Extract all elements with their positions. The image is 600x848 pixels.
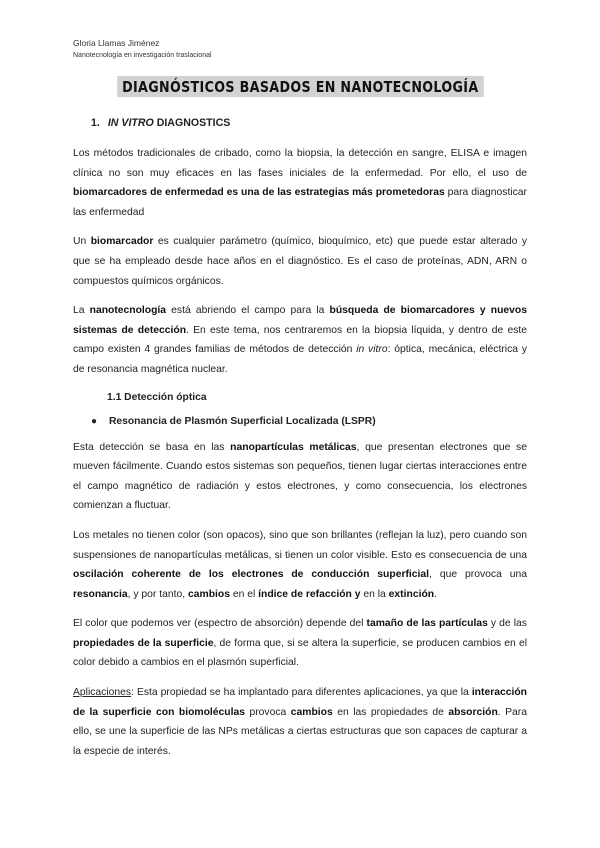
bullet-dot-icon: ● <box>91 415 98 427</box>
bold-run: extinción <box>388 588 435 600</box>
paragraph-biomarcador <box>73 232 527 291</box>
bold-run: tamaño de las partículas <box>366 618 488 630</box>
paragraph-metales <box>73 526 527 604</box>
underlined-run: Aplicaciones <box>73 687 132 699</box>
subsection-heading-deteccion-optica: 1.1 Detección óptica <box>107 391 207 403</box>
text-run: El color que podemos ver (espectro de absorción) depende del <box>73 618 367 630</box>
header-author: Gloria Llamas Jiménez <box>73 38 160 48</box>
text-run: está abriendo el campo para la <box>166 305 330 317</box>
bold-run: índice de refacción y <box>258 588 361 600</box>
text-run: : óptica, mecánica, eléctrica y de resonancia magnética nuclear. <box>73 344 527 375</box>
text-run: es cualquier parámetro (químico, bioquímico, etc) que puede estar alterado y que se ha empleado desde hace años en el diagnóstico. Es el caso de proteínas, ADN, ARN o compuestos químicos orgánicos. <box>73 236 527 287</box>
bold-run: biomarcador <box>90 236 154 248</box>
text-run: Esta detección se basa en las <box>73 441 231 453</box>
bold-run: biomarcadores de enfermedad es una de las estrategias más prometedoras <box>73 187 445 199</box>
bold-run: cambios <box>290 706 333 718</box>
paragraph-color <box>73 614 527 673</box>
page-header <box>73 37 212 63</box>
header-subject: Nanotecnología en investigación traslacional <box>73 52 212 59</box>
section-heading-italic: IN VITRO <box>107 117 154 129</box>
text-run: , que presentan electrones que se mueven fácilmente. Cuando estos sistemas son pequeños, tienen lugar ciertas interacciones entre el campo magnético de radiación y estos electrones, y como consecuencia, los electrones comienzan a fluctuar. <box>73 441 527 512</box>
text-run: provoca <box>245 706 291 718</box>
text-run: . Para ello, se une la superficie de las NPs metálicas a ciertas estructuras que son capaces de capturar a la especie de interés. <box>73 706 527 757</box>
section-heading-rest: DIAGNOSTICS <box>153 117 231 129</box>
text-run: . En este tema, nos centraremos en la biopsia líquida, y dentro de este campo existen 4 grandes familias de métodos de detección <box>73 324 528 356</box>
bold-run: interacción de la superficie con biomoléculas <box>73 687 527 718</box>
bold-run: nanopartículas metálicas <box>230 441 357 453</box>
section-number: 1. <box>91 117 100 129</box>
text-run: en las propiedades de <box>332 706 449 718</box>
text-run: : Esta propiedad se ha implantado para diferentes aplicaciones, ya que la <box>131 687 472 699</box>
text-run: , que provoca una <box>429 569 527 581</box>
text-run: en la <box>360 588 389 600</box>
text-run: Un <box>73 236 91 248</box>
paragraph-aplicaciones <box>73 683 527 761</box>
text-run: . <box>434 588 437 600</box>
bullet-text: Resonancia de Plasmón Superficial Localizada (LSPR) <box>109 415 376 427</box>
text-run: Los metales no tienen color (son opacos), sino que son brillantes (reflejan la luz), pero cuando son suspensiones de nanopartículas metálicas, si tienen un color visible. Esto es consecuencia de una <box>73 529 527 561</box>
text-run: en el <box>229 588 259 600</box>
bold-run: nanotecnología <box>89 305 167 317</box>
text-run: La <box>73 305 90 317</box>
text-run: , de forma que, si se altera la superficie, se producen cambios en el color debido a cambios en el plasmón superficial. <box>73 637 527 669</box>
bold-run: resonancia <box>73 588 128 600</box>
paragraph-nanotecnologia <box>73 301 527 379</box>
bold-run: cambios <box>188 588 230 600</box>
bold-run: absorción <box>448 706 498 718</box>
paragraph-cribado <box>73 144 527 222</box>
text-run: Los métodos tradicionales de cribado, como la biopsia, la detección en sangre, ELISA e imagen clínica no son muy eficaces en las fases iniciales de la enfermedad. Por ello, el uso de <box>73 148 527 179</box>
paragraph-nanoparticulas <box>73 438 527 516</box>
bullet-lspr <box>91 414 527 429</box>
title-wrapper <box>0 76 600 97</box>
text-run: y de las <box>487 618 527 630</box>
page-title: DIAGNÓSTICOS BASADOS EN NANOTECNOLOGÍA <box>117 76 483 97</box>
bold-run: búsqueda de biomarcadores y nuevos sistemas de detección <box>73 305 527 336</box>
bold-run: oscilación coherente de los electrones de conducción superficial <box>73 569 430 581</box>
document-body <box>73 116 527 761</box>
italic-run: in vitro <box>356 344 388 356</box>
text-run: para diagnosticar las enfermedad <box>73 187 527 218</box>
bold-run: propiedades de la superficie <box>73 637 214 649</box>
text-run: , y por tanto, <box>127 588 188 600</box>
section-heading-1 <box>91 116 527 131</box>
